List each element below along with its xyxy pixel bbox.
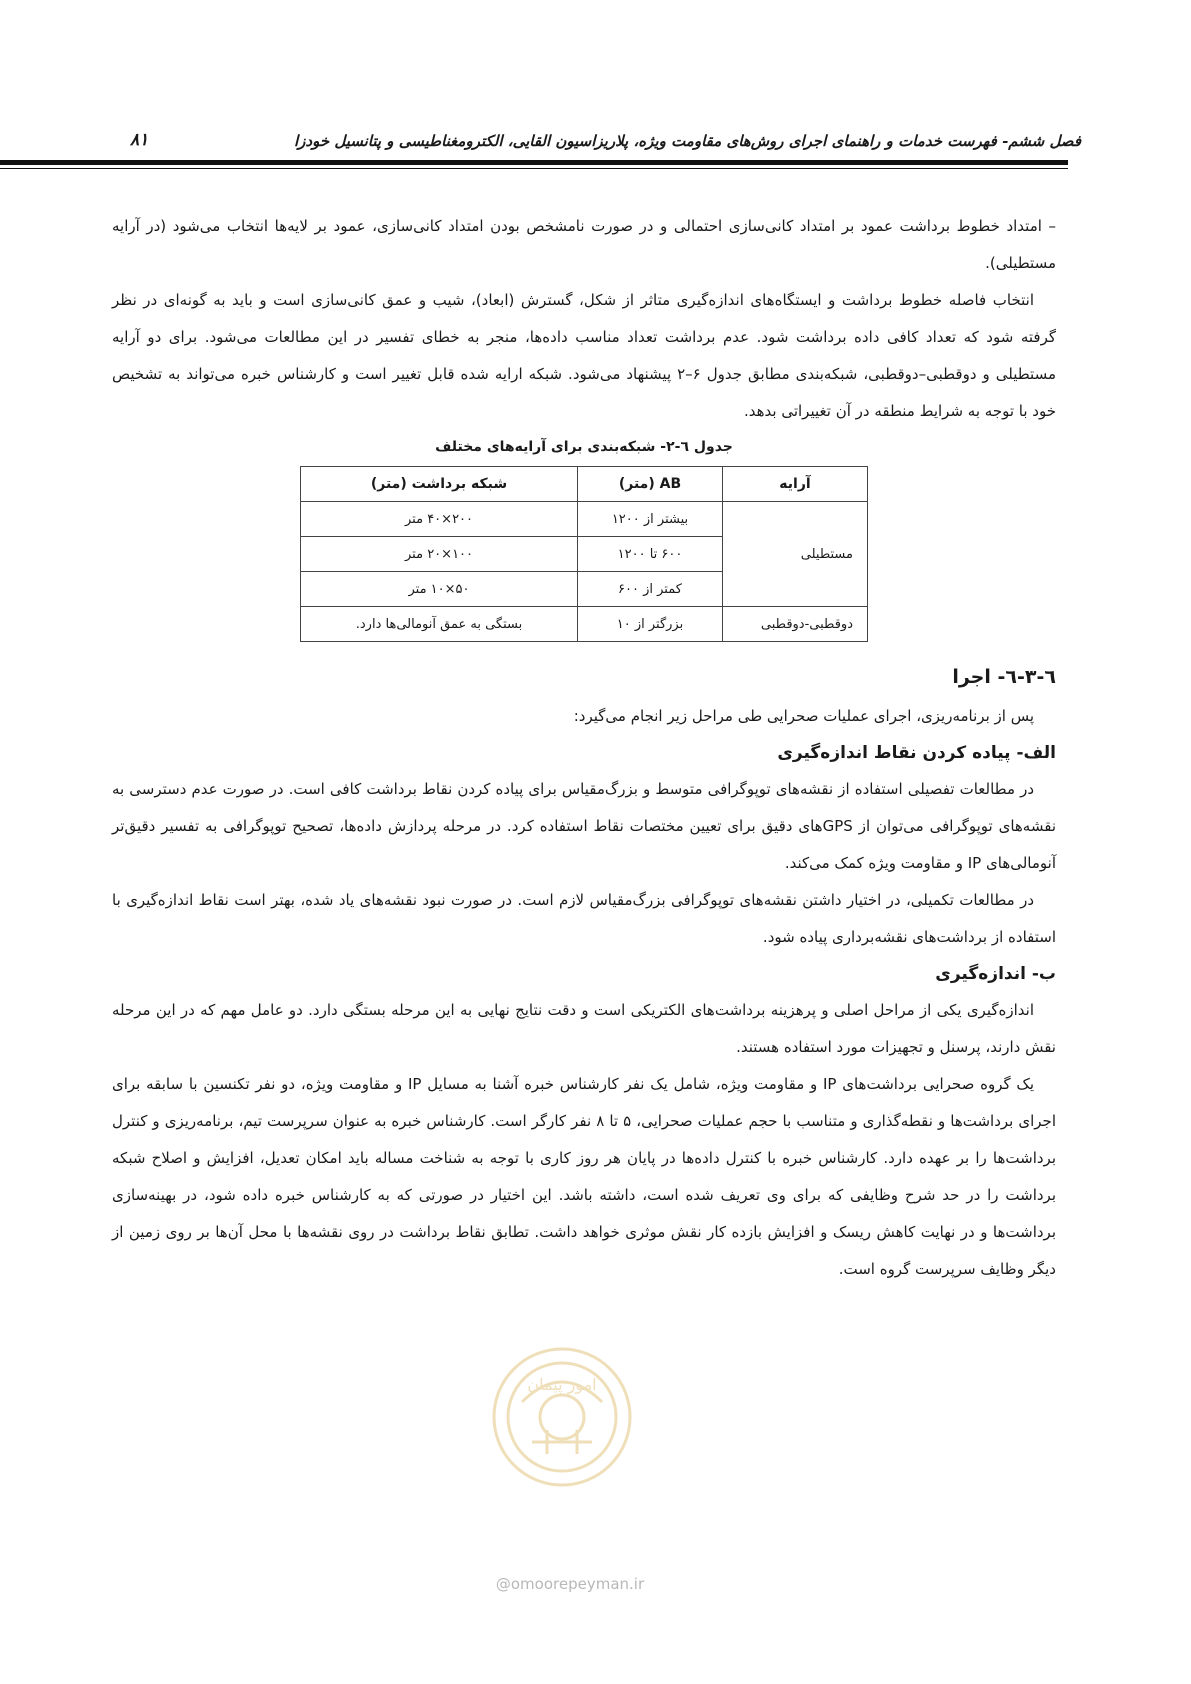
table-cell-ab: بیشتر از ۱۲۰۰ xyxy=(578,502,723,537)
table-header-cell: آرایه xyxy=(723,467,868,502)
table-cell-grid: ۵۰×۱۰ متر xyxy=(301,572,578,607)
table-cell-array: دوقطبی-دوقطبی xyxy=(723,607,868,642)
table-row xyxy=(301,607,868,642)
table-cell-ab: بزرگتر از ۱۰ xyxy=(578,607,723,642)
table-caption: جدول ٦-٢- شبکه‌بندی برای آرایه‌های مختلف xyxy=(435,439,733,455)
subsection-heading: ب- اندازه‌گیری xyxy=(935,964,1056,984)
body-text xyxy=(112,208,1056,1288)
paragraph: پس از برنامه‌ریزی، اجرای عملیات صحرایی طی مراحل زیر انجام می‌گیرد: xyxy=(573,707,1034,725)
table-header-row xyxy=(301,467,868,502)
watermark-url: @omoorepeyman.ir xyxy=(495,1575,645,1593)
watermark-seal-text: امور پیمان xyxy=(527,1375,597,1394)
watermark-seal-logo xyxy=(462,1342,662,1492)
table-cell-array: مستطیلی xyxy=(723,502,868,607)
paragraph: انتخاب فاصله خطوط برداشت و ایستگاه‌های اندازه‌گیری متاثر از شکل، گسترش (ابعاد)، شیب و عمق کانی‌سازی است و باید به گونه‌ای در نظر گرفته شود که تعداد کافی داده برداشت شود. عدم برداشت تعداد مناسب داده‌ها، منجر به خطای تفسیر در این مطالعات می‌شود. برای دو آرایه مستطیلی و دوقطبی–دوقطبی، شبکه‌بندی مطابق جدول ۶–۲ پیشنهاد می‌شود. شبکه ارایه شده قابل تغییر است و کارشناس خبره می‌تواند به تشخیص خود با توجه به شرایط منطقه در آن تغییراتی بدهد. xyxy=(112,291,1056,420)
table-header-cell: شبکه برداشت (متر) xyxy=(301,467,578,502)
paragraph: اندازه‌گیری یکی از مراحل اصلی و پرهزینه برداشت‌های الکتریکی است و دقت نتایج نهایی به این مرحله بستگی دارد. دو عامل مهم که در این مرحله نقش دارند، پرسنل و تجهیزات مورد استفاده هستند. xyxy=(112,1001,1056,1056)
paragraph: در مطالعات تکمیلی، در اختیار داشتن نقشه‌های توپوگرافی بزرگ‌مقیاس لازم است. در صورت نبود نقشه‌های یاد شده، بهتر است نقاط اندازه‌گیری با استفاده از برداشت‌های نقشه‌برداری پیاده شود. xyxy=(112,891,1056,946)
section-heading: ٦-٣-٦- اجرا xyxy=(952,666,1056,688)
running-header xyxy=(110,128,1081,162)
table-cell-ab: ۶۰۰ تا ۱۲۰۰ xyxy=(578,537,723,572)
table-cell-grid: بستگی به عمق آنومالی‌ها دارد. xyxy=(301,607,578,642)
page-number: ۸۱ xyxy=(130,130,149,150)
table-cell-ab: کمتر از ۶۰۰ xyxy=(578,572,723,607)
grid-table xyxy=(300,466,868,642)
header-rule-thick xyxy=(0,160,1068,165)
paragraph: – امتداد خطوط برداشت عمود بر امتداد کانی‌سازی احتمالی و در صورت نامشخص بودن امتداد کانی‌سازی، عمود بر لایه‌ها انتخاب می‌شود (در آرایه مستطیلی). xyxy=(112,217,1056,272)
paragraph: یک گروه صحرایی برداشت‌های IP و مقاومت ویژه، شامل یک نفر کارشناس خبره آشنا به مسایل IP و مقاومت ویژه، دو نفر تکنسین با سابقه برای اجرای برداشت‌ها و نقطه‌گذاری و متناسب با حجم عملیات صحرایی، ۵ تا ۸ نفر کارگر است. کارشناس خبره به عنوان سرپرست تیم، برنامه‌ریزی و کنترل برداشت‌ها را بر عهده دارد. کارشناس خبره با کنترل داده‌ها در پایان هر روز کاری با توجه به شناخت مساله باید امکان تعدیل، افزایش و اصلاح شبکه برداشت را در حد شرح وظایفی که برای وی تعریف شده است، داشته باشد. این اختیار در صورتی که به کارشناس خبره داده شود، در بهینه‌سازی برداشت‌ها و در نهایت کاهش ریسک و افزایش بازده کار نقش موثری خواهد داشت. تطابق نقاط برداشت در روی نقشه‌ها با محل آن‌ها بر روی زمین از دیگر وظایف سرپرست گروه است. xyxy=(112,1075,1056,1278)
subsection-heading: الف- پیاده کردن نقاط اندازه‌گیری xyxy=(777,743,1056,763)
header-rule-thin xyxy=(0,168,1068,169)
table-header-cell: AB (متر) xyxy=(578,467,723,502)
table-cell-grid: ۱۰۰×۲۰ متر xyxy=(301,537,578,572)
table-cell-grid: ۲۰۰×۴۰ متر xyxy=(301,502,578,537)
table-row xyxy=(301,502,868,537)
paragraph: در مطالعات تفصیلی استفاده از نقشه‌های توپوگرافی متوسط و بزرگ‌مقیاس برای پیاده کردن نقاط برداشت کافی است. در صورت عدم دسترسی به نقشه‌های توپوگرافی می‌توان از GPSهای دقیق برای تعیین مختصات نقاط استفاده کرد. در مرحله پردازش داده‌ها، تصحیح توپوگرافی به تفسیر دقیق‌تر آنومالی‌های IP و مقاومت ویژه کمک می‌کند. xyxy=(112,780,1056,872)
chapter-title: فصل ششم- فهرست خدمات و راهنمای اجرای روش‌های مقاومت ویژه، پلاریزاسیون القایی، الکترومغناطیسی و پتانسیل خودزا xyxy=(294,132,1081,150)
